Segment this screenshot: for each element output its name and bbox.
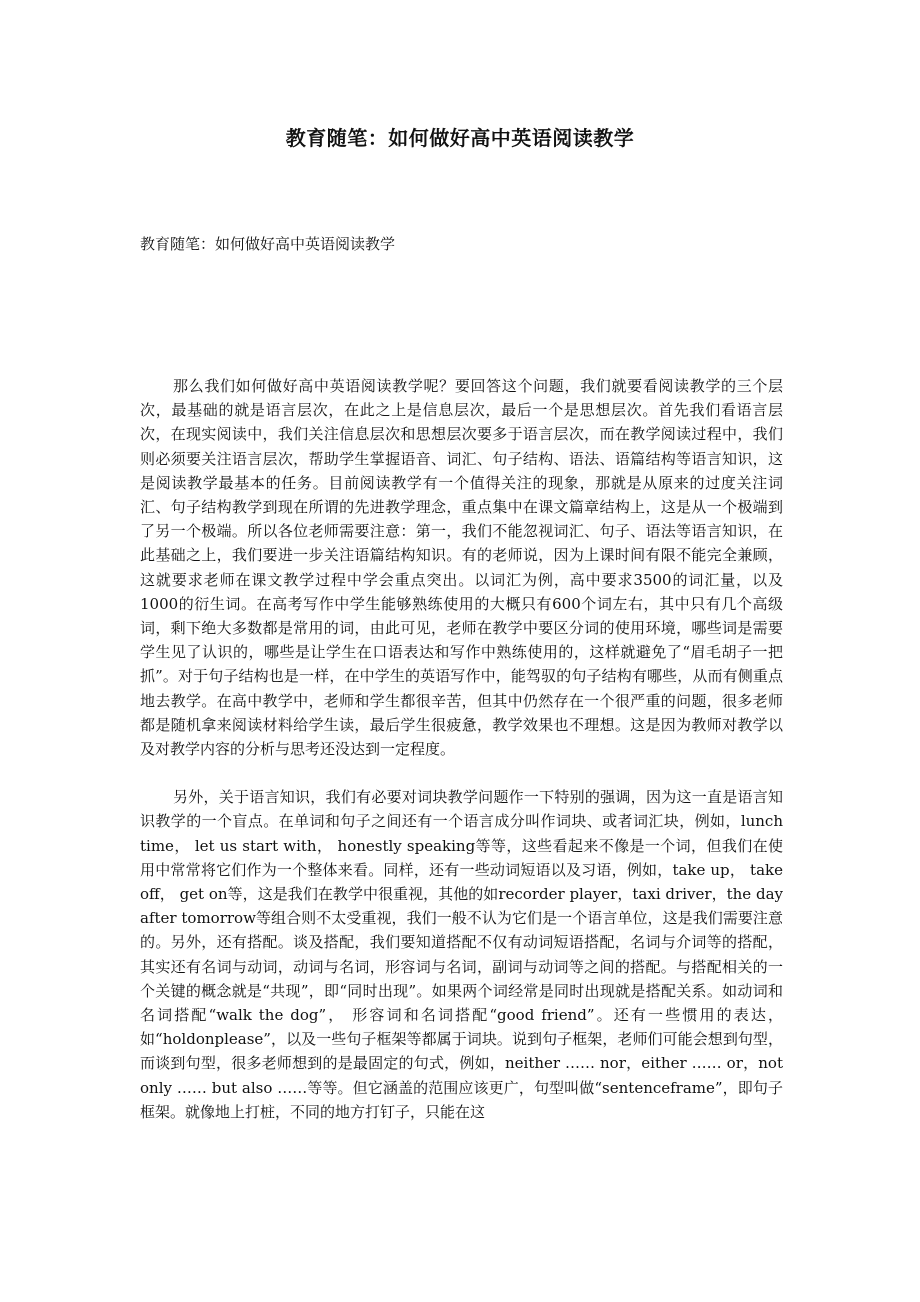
document-title: 教育随笔：如何做好高中英语阅读教学: [285, 126, 635, 150]
body-paragraph-1: 那么我们如何做好高中英语阅读教学呢？要回答这个问题，我们就要看阅读教学的三个层次，最基础的就是语言层次，在此之上是信息层次，最后一个是思想层次。首先我们看语言层次，在现实阅读中，我们关注信息层次和思想层次要多于语言层次，而在教学阅读过程中，我们则必须要关注语言层次，帮助学生掌握语音、词汇、句子结构、语法、语篇结构等语言知识，这是阅读教学最基本的任务。目前阅读教学有一个值得关注的现象，那就是从原来的过度关注词汇、句子结构教学到现在所谓的先进教学理念，重点集中在课文篇章结构上，这是从一个极端到了另一个极端。所以各位老师需要注意：第一，我们不能忽视词汇、句子、语法等语言知识，在此基础之上，我们要进一步关注语篇结构知识。有的老师说，因为上课时间有限不能完全兼顾，这就要求老师在课文教学过程中学会重点突出。以词汇为例，高中要求3500的词汇量，以及1000的衍生词。在高考写作中学生能够熟练使用的大概只有600个词左右，其中只有几个高级词，剩下绝大多数都是常用的词，由此可见，老师在教学中要区分词的使用环境，哪些词是需要学生见了认识的，哪些是让学生在口语表达和写作中熟练使用的，这样就避免了“眉毛胡子一把抓”。对于句子结构也是一样，在中学生的英语写作中，能驾驭的句子结构有哪些，从而有侧重点地去教学。在高中教学中，老师和学生都很辛苦，但其中仍然存在一个很严重的问题，很多老师都是随机拿来阅读材料给学生读，最后学生很疲惫，教学效果也不理想。这是因为教师对教学以及对教学内容的分析与思考还没达到一定程度。: [140, 377, 783, 759]
document-body: [140, 374, 783, 1124]
document-subtitle: 教育随笔：如何做好高中英语阅读教学: [140, 235, 396, 253]
body-paragraph-2: 另外，关于语言知识，我们有必要对词块教学问题作一下特别的强调，因为这一直是语言知识教学的一个盲点。在单词和句子之间还有一个语言成分叫作词块、或者词汇块，例如，lunch time， let us start with， honestly speaking等等，这些看起来不像是一个词，但我们在使用中常常将它们作为一个整体来看。同样，还有一些动词短语以及习语，例如，take up， take off， get on等，这是我们在教学中很重视，其他的如recorder player，taxi driver，the day after tomorrow等组合则不太受重视，我们一般不认为它们是一个语言单位，这是我们需要注意的。另外，还有搭配。谈及搭配，我们要知道搭配不仅有动词短语搭配，名词与介词等的搭配，其实还有名词与动词，动词与名词，形容词与名词，副词与动词等之间的搭配。与搭配相关的一个关键的概念就是“共现”，即“同时出现”。如果两个词经常是同时出现就是搭配关系。如动词和名词搭配“walk the dog”， 形容词和名词搭配“good friend”。还有一些惯用的表达，如“holdonplease”，以及一些句子框架等都属于词块。说到句子框架，老师们可能会想到句型，而谈到句型，很多老师想到的是最固定的句式，例如，neither …… nor，either …… or，not only …… but also ……等等。但它涵盖的范围应该更广，句型叫做“sentenceframe”，即句子框架。就像地上打桩，不同的地方打钉子，只能在这: [140, 788, 783, 1121]
